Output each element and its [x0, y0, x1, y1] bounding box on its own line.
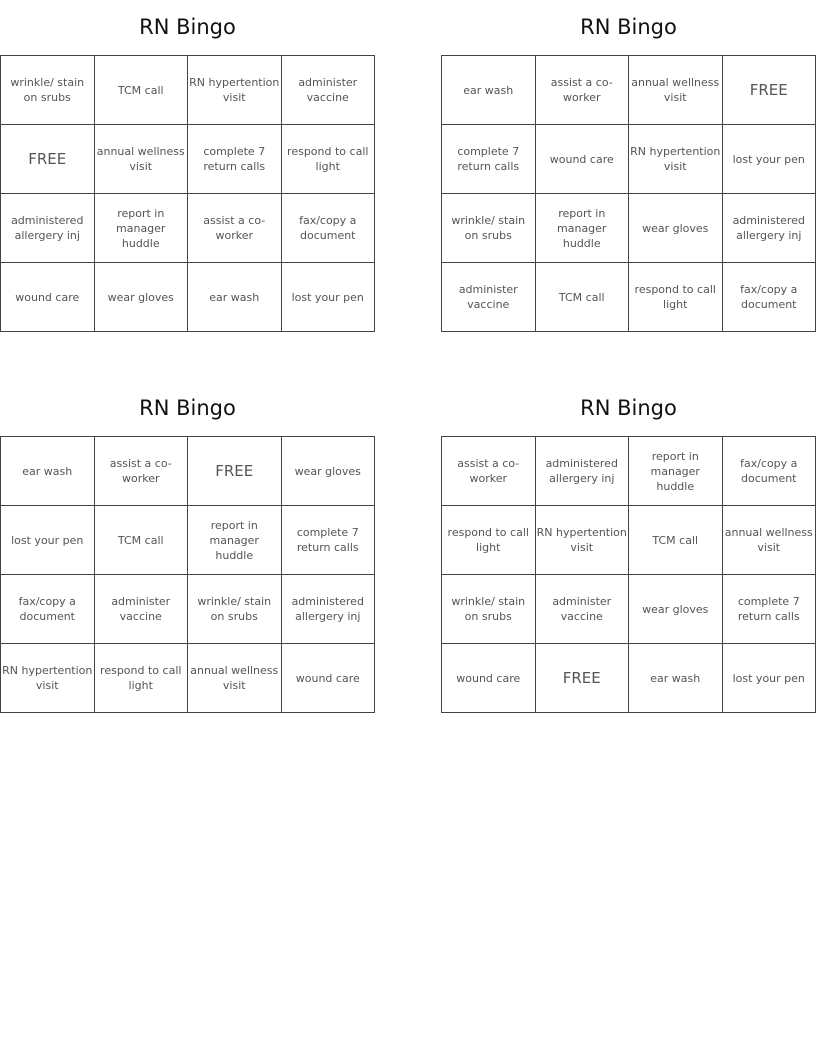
bingo-cell: wound care: [1, 263, 95, 332]
grid-row: [442, 194, 816, 263]
grid-row: [1, 644, 375, 713]
bingo-grid: [0, 55, 375, 332]
bingo-cell: TCM call: [94, 506, 188, 575]
bingo-cell: complete 7 return calls: [442, 125, 536, 194]
bingo-card-3: [0, 381, 375, 713]
bingo-cell: lost your pen: [722, 125, 816, 194]
bingo-cell: RN hypertention visit: [535, 506, 629, 575]
bingo-cell: wound care: [535, 125, 629, 194]
bingo-cell: RN hypertention visit: [1, 644, 95, 713]
bingo-card-2: [441, 0, 816, 332]
bingo-cell: TCM call: [629, 506, 723, 575]
bingo-cell: administer vaccine: [442, 263, 536, 332]
bingo-cell: complete 7 return calls: [188, 125, 282, 194]
bingo-cell: ear wash: [442, 56, 536, 125]
card-title: RN Bingo: [580, 15, 677, 39]
bingo-cell: administer vaccine: [94, 575, 188, 644]
bingo-grid: [441, 55, 816, 332]
bingo-cell: assist a co-worker: [94, 437, 188, 506]
bingo-cell: wrinkle/ stain on srubs: [1, 56, 95, 125]
grid-row: [1, 194, 375, 263]
bingo-cell: annual wellness visit: [188, 644, 282, 713]
bingo-cell: lost your pen: [281, 263, 375, 332]
bingo-cell: administer vaccine: [535, 575, 629, 644]
grid-row: [442, 644, 816, 713]
grid-row: [1, 506, 375, 575]
grid-row: [442, 263, 816, 332]
bingo-cell: complete 7 return calls: [281, 506, 375, 575]
bingo-cell: assist a co-worker: [535, 56, 629, 125]
bingo-cell: annual wellness visit: [94, 125, 188, 194]
bingo-cell: respond to call light: [94, 644, 188, 713]
bingo-cell: wrinkle/ stain on srubs: [442, 194, 536, 263]
bingo-cell: ear wash: [1, 437, 95, 506]
bingo-cell: wrinkle/ stain on srubs: [442, 575, 536, 644]
grid-row: [1, 263, 375, 332]
bingo-cell: administered allergery inj: [281, 575, 375, 644]
bingo-cell: respond to call light: [442, 506, 536, 575]
bingo-grid: [441, 436, 816, 713]
grid-row: [1, 56, 375, 125]
bingo-cell: report in manager huddle: [535, 194, 629, 263]
bingo-cell: administered allergery inj: [1, 194, 95, 263]
grid-row: [1, 125, 375, 194]
bingo-cell: report in manager huddle: [188, 506, 282, 575]
bingo-cell: respond to call light: [629, 263, 723, 332]
bingo-cell: complete 7 return calls: [722, 575, 816, 644]
bingo-cell: report in manager huddle: [629, 437, 723, 506]
bingo-grid: [0, 436, 375, 713]
bingo-cell: administered allergery inj: [722, 194, 816, 263]
free-cell: FREE: [722, 56, 816, 125]
card-title: RN Bingo: [139, 15, 236, 39]
bingo-cell: wound care: [442, 644, 536, 713]
bingo-cell: ear wash: [188, 263, 282, 332]
free-cell: FREE: [535, 644, 629, 713]
free-cell: FREE: [188, 437, 282, 506]
bingo-cell: wound care: [281, 644, 375, 713]
bingo-cell: fax/copy a document: [722, 263, 816, 332]
bingo-cell: lost your pen: [1, 506, 95, 575]
free-cell: FREE: [1, 125, 95, 194]
bingo-cell: RN hypertention visit: [188, 56, 282, 125]
grid-row: [1, 437, 375, 506]
bingo-cell: annual wellness visit: [722, 506, 816, 575]
bingo-cell: lost your pen: [722, 644, 816, 713]
bingo-cell: wear gloves: [94, 263, 188, 332]
bingo-cell: assist a co-worker: [442, 437, 536, 506]
bingo-cell: RN hypertention visit: [629, 125, 723, 194]
bingo-card-1: [0, 0, 375, 332]
bingo-cell: fax/copy a document: [1, 575, 95, 644]
bingo-cell: annual wellness visit: [629, 56, 723, 125]
card-title: RN Bingo: [139, 396, 236, 420]
bingo-cell: wear gloves: [281, 437, 375, 506]
grid-row: [442, 575, 816, 644]
card-title: RN Bingo: [580, 396, 677, 420]
grid-row: [442, 125, 816, 194]
grid-row: [442, 506, 816, 575]
bingo-cell: respond to call light: [281, 125, 375, 194]
bingo-cell: administered allergery inj: [535, 437, 629, 506]
bingo-card-4: [441, 381, 816, 713]
grid-row: [1, 575, 375, 644]
bingo-cell: ear wash: [629, 644, 723, 713]
grid-row: [442, 56, 816, 125]
bingo-cell: TCM call: [535, 263, 629, 332]
bingo-cell: administer vaccine: [281, 56, 375, 125]
bingo-cell: assist a co-worker: [188, 194, 282, 263]
bingo-cell: fax/copy a document: [722, 437, 816, 506]
grid-row: [442, 437, 816, 506]
bingo-cell: wrinkle/ stain on srubs: [188, 575, 282, 644]
bingo-cell: wear gloves: [629, 194, 723, 263]
bingo-cell: TCM call: [94, 56, 188, 125]
bingo-cell: report in manager huddle: [94, 194, 188, 263]
bingo-cell: wear gloves: [629, 575, 723, 644]
bingo-cell: fax/copy a document: [281, 194, 375, 263]
